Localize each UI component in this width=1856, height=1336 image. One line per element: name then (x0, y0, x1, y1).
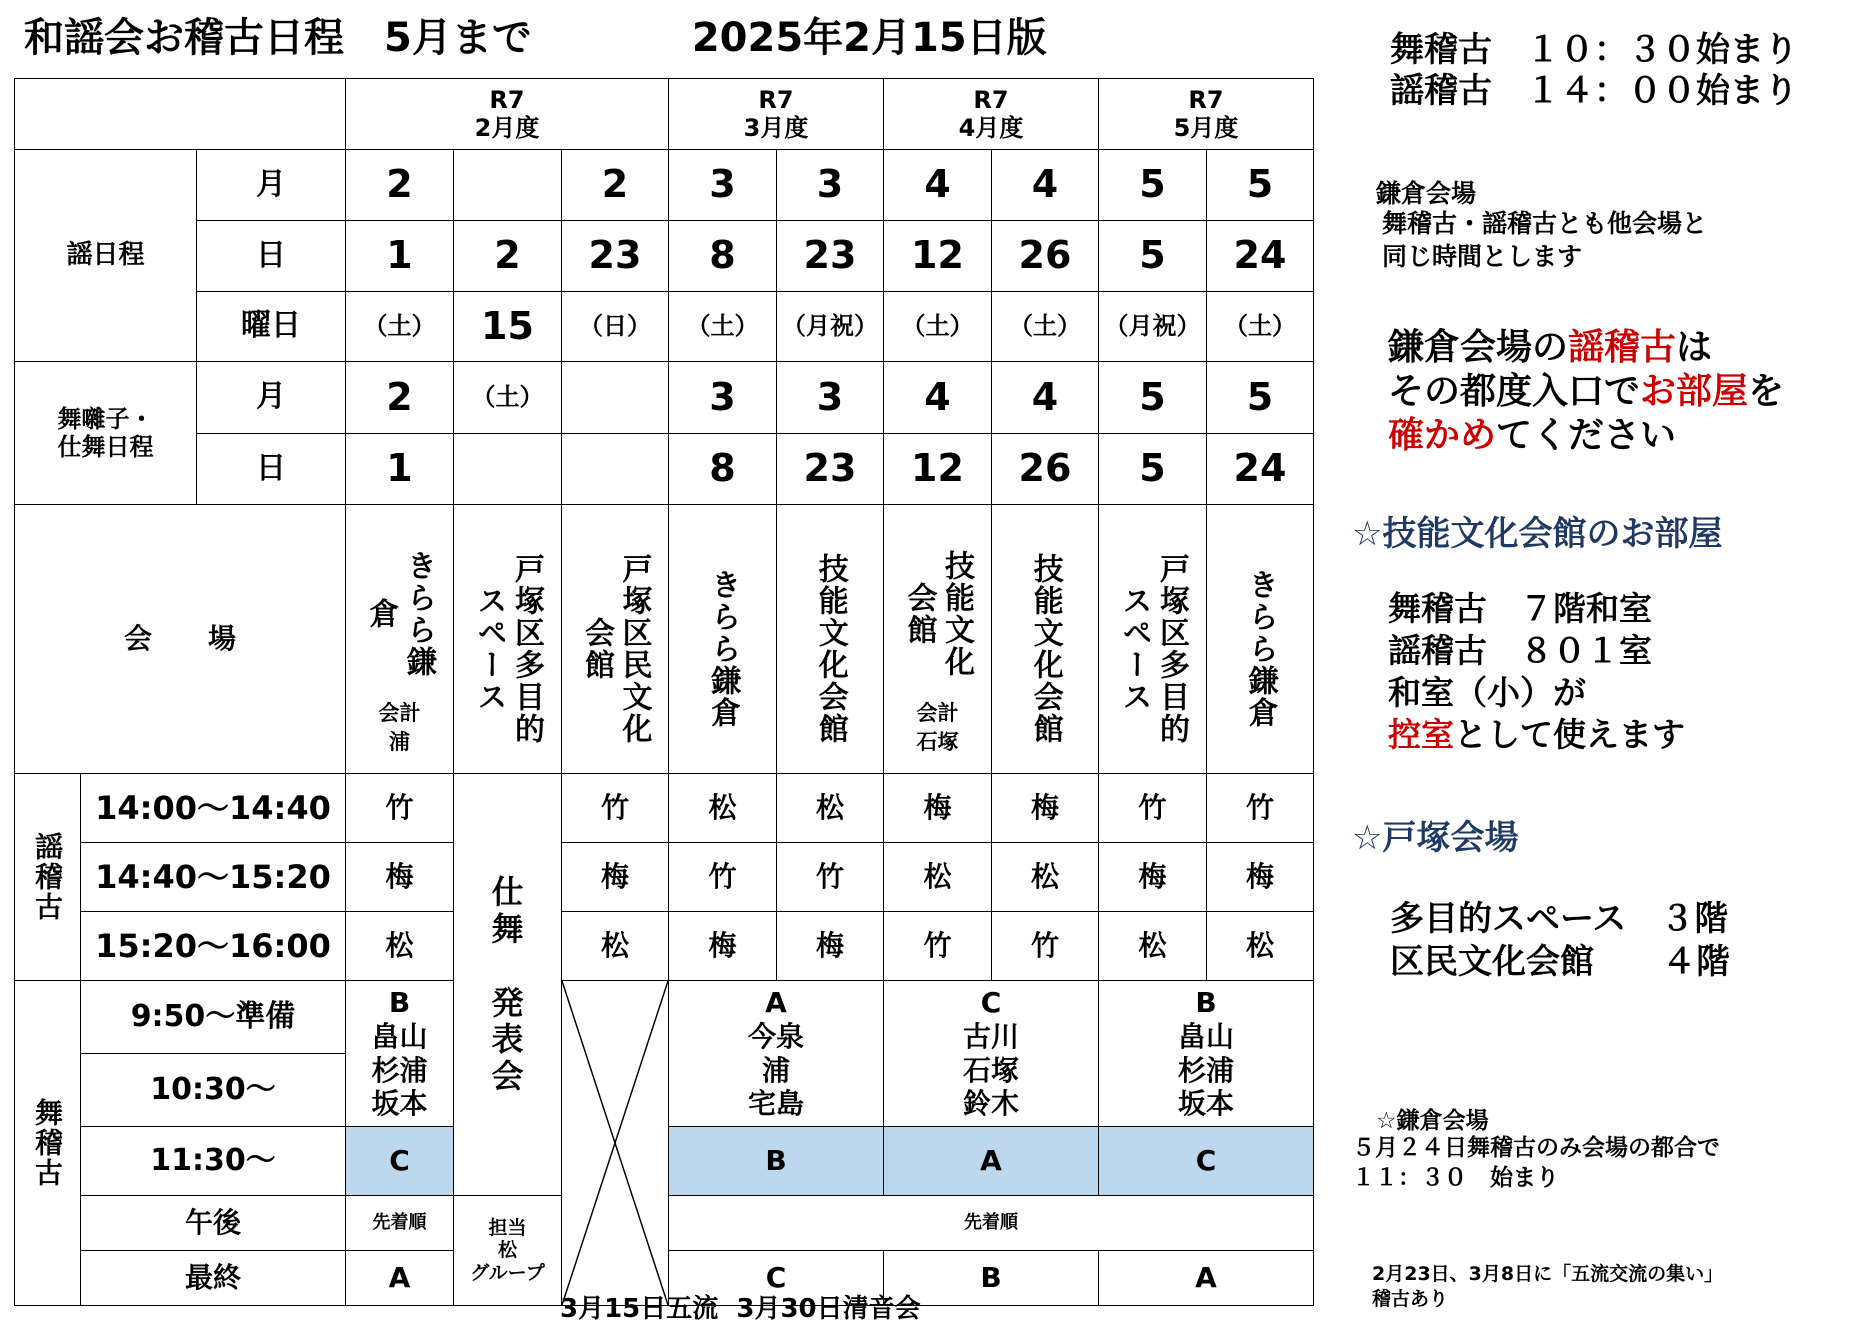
utai-grade-0-2: 松 (668, 773, 777, 843)
mai-time-3: 11:30～ (80, 1126, 346, 1196)
utai-month-7: 5 (1098, 149, 1207, 221)
utai-grade-2-4: 竹 (883, 911, 992, 981)
mai-day-5: 12 (883, 433, 992, 505)
utai-day-1: 2 (453, 220, 562, 292)
notice-red-room: お部屋 (1640, 370, 1749, 412)
utai-weekday-5: （土） (883, 291, 992, 362)
venue-name: 戸塚区民文化会館 (579, 553, 652, 745)
venue-5 (883, 504, 992, 774)
utai-month-4: 3 (776, 149, 884, 221)
utai-grade-1-1: 梅 (561, 842, 669, 912)
utai-day-7: 5 (1098, 220, 1207, 292)
utai-day-0: 1 (345, 220, 454, 292)
kamakura2-heading: ☆鎌倉会場 (1376, 1108, 1489, 1134)
mai-group-0: B 畠山 杉浦 坂本 (345, 980, 454, 1127)
header-blank (14, 78, 346, 150)
utai-month-1 (453, 149, 562, 221)
venue-3 (668, 504, 777, 774)
gino-text: 舞稽古 ７階和室 謡稽古 ８０１室 和室（小）が (1388, 589, 1652, 712)
utai-grade-2-7: 松 (1206, 911, 1314, 981)
utai-weekday-3: （土） (668, 291, 777, 362)
venue-name: 技能文化会館 (812, 553, 848, 745)
mai-month-7: 5 (1098, 361, 1207, 434)
venue-name: 技能文化会館 (1027, 553, 1063, 745)
mai-month-2 (561, 361, 669, 434)
label-weekday: 曜日 (196, 291, 346, 362)
mai-month-3: 3 (668, 361, 777, 434)
mai-day-6: 26 (991, 433, 1099, 505)
utai-day-3: 8 (668, 220, 777, 292)
utai-day-8: 24 (1206, 220, 1314, 292)
kamakura-heading: 鎌倉会場 (1376, 179, 1477, 208)
mai-month-8: 5 (1206, 361, 1314, 434)
venue-name: きらら鎌倉 (363, 550, 436, 678)
utai-weekday-2: （日） (561, 291, 669, 362)
notice-red-check: 確かめ (1388, 414, 1497, 456)
kamakura-body: 舞稽古・謡稽古とも他会場と 同じ時間とします (1382, 209, 1708, 271)
totsuka-body: 多目的スペース ３階 区民文化会館 ４階 (1390, 899, 1730, 983)
venue-0 (345, 504, 454, 774)
final-may: A (1098, 1250, 1314, 1306)
utai-grade-0-5: 梅 (991, 773, 1099, 843)
mai-group-3: B 畠山 杉浦 坂本 (1098, 980, 1314, 1127)
utai-grade-1-6: 梅 (1098, 842, 1207, 912)
mai-day-3: 8 (668, 433, 777, 505)
utai-month-8: 5 (1206, 149, 1314, 221)
utai-month-3: 3 (668, 149, 777, 221)
mai-month-6: 4 (991, 361, 1099, 434)
kamakura2-body: ５月２４日舞稽古のみ会場の都合で １１：３０ 始まり (1352, 1135, 1720, 1191)
utai-month-2: 2 (561, 149, 669, 221)
utai-grade-2-2: 梅 (668, 911, 777, 981)
notice-text: は その都度入口で (1388, 327, 1713, 412)
mai-day-7: 5 (1098, 433, 1207, 505)
utai-grade-0-0: 竹 (345, 773, 454, 843)
utai-month-0: 2 (345, 149, 454, 221)
utai-day-4: 23 (776, 220, 884, 292)
venue-name: 技能文化会館 (901, 550, 974, 678)
gino-red-waiting: 控室 (1388, 714, 1454, 754)
label-utai-keiko: 謡稽古 (14, 773, 81, 981)
utai-time-2: 15:20～16:00 (80, 911, 346, 981)
label-mai-keiko: 舞稽古 (14, 980, 81, 1306)
utai-time-1: 14:40～15:20 (80, 842, 346, 912)
final-apr: B (883, 1250, 1099, 1306)
utai-weekday-0: （土） (345, 291, 454, 362)
final-feb: A (345, 1250, 454, 1306)
header-may: R7 5月度 (1098, 78, 1314, 150)
mai-late-2: A (883, 1126, 1099, 1196)
utai-day-2: 23 (561, 220, 669, 292)
notice-text: を (1748, 370, 1785, 412)
utai-grade-1-7: 梅 (1206, 842, 1314, 912)
label-mai-day: 日 (196, 433, 346, 505)
mai-month-1: （土） (453, 361, 562, 434)
final-mar: C (668, 1250, 884, 1306)
mai-month-0: 2 (345, 361, 454, 434)
venue-name: 戸塚区多目的スペース (471, 553, 544, 745)
venue-treasurer-note: 会計 浦 (378, 701, 421, 755)
label-month: 月 (196, 149, 346, 221)
notice-text: 鎌倉会場の (1388, 327, 1569, 368)
mai-late-3: C (1098, 1126, 1314, 1196)
utai-grade-2-1: 松 (561, 911, 669, 981)
utai-weekday-8: （土） (1206, 291, 1314, 362)
utai-grade-1-0: 梅 (345, 842, 454, 912)
utai-time-0: 14:00～14:40 (80, 773, 346, 843)
venue-name: きらら鎌倉 (705, 569, 741, 729)
page-title: 和謡会お稽古日程 5月まで 2025年2月15日版 (24, 15, 1047, 61)
utai-weekday-1: 15 (453, 291, 562, 362)
venue-1 (453, 504, 562, 774)
mai-day-8: 24 (1206, 433, 1314, 505)
utai-grade-0-7: 竹 (1206, 773, 1314, 843)
utai-grade-0-6: 竹 (1098, 773, 1207, 843)
utai-grade-1-4: 松 (883, 842, 992, 912)
mai-month-5: 4 (883, 361, 992, 434)
mai-time-1: 9:50～準備 (80, 980, 346, 1054)
mai-late-0: C (345, 1126, 454, 1196)
header-mar: R7 3月度 (668, 78, 884, 150)
mai-time-2: 10:30～ (80, 1053, 346, 1127)
utai-grade-2-0: 松 (345, 911, 454, 981)
venue-name: きらら鎌倉 (1242, 569, 1278, 729)
afternoon-charge: 担当 松 グループ (453, 1195, 562, 1306)
utai-grade-1-2: 竹 (668, 842, 777, 912)
utai-grade-1-5: 松 (991, 842, 1099, 912)
gino-text: として使えます (1454, 714, 1685, 754)
mai-group-1: A 今泉 浦 宅島 (668, 980, 884, 1127)
utai-grade-0-1: 竹 (561, 773, 669, 843)
afternoon-first: 先着順 (345, 1195, 454, 1251)
mai-group-2: C 古川 石塚 鈴木 (883, 980, 1099, 1127)
utai-month-5: 4 (883, 149, 992, 221)
venue-2 (561, 504, 669, 774)
venue-6 (991, 504, 1099, 774)
utai-weekday-4: （月祝） (776, 291, 884, 362)
label-utai-schedule: 謡日程 (14, 149, 197, 362)
utai-grade-1-3: 竹 (776, 842, 884, 912)
shimai-happyokai: 仕 舞 発 表 会 (453, 773, 562, 1196)
utai-month-6: 4 (991, 149, 1099, 221)
venue-7 (1098, 504, 1207, 774)
utai-grade-0-3: 松 (776, 773, 884, 843)
mai-day-0: 1 (345, 433, 454, 505)
label-mai-schedule: 舞囃子・ 仕舞日程 (14, 361, 197, 505)
mai-keiko-none-cell (561, 980, 669, 1306)
venue-4 (776, 504, 884, 774)
totsuka-heading: ☆戸塚会場 (1352, 818, 1519, 858)
utai-weekday-7: （月祝） (1098, 291, 1207, 362)
mai-day-2 (561, 433, 669, 505)
goryu-note: 2月23日、3月8日に「五流交流の集い」 稽古あり (1372, 1263, 1724, 1310)
mai-month-4: 3 (776, 361, 884, 434)
gino-body (1388, 588, 1685, 756)
label-mai-month: 月 (196, 361, 346, 434)
label-afternoon: 午後 (80, 1195, 346, 1251)
notice-red-utai: 謡稽古 (1568, 327, 1677, 368)
utai-grade-2-6: 松 (1098, 911, 1207, 981)
label-final: 最終 (80, 1250, 346, 1306)
venue-treasurer-note: 会計 石塚 (916, 701, 959, 755)
label-venue: 会 場 (14, 504, 346, 774)
mai-late-1: B (668, 1126, 884, 1196)
mai-day-4: 23 (776, 433, 884, 505)
utai-grade-0-4: 梅 (883, 773, 992, 843)
utai-grade-2-5: 竹 (991, 911, 1099, 981)
start-times: 舞稽古 １０：３０始まり 謡稽古 １４：００始まり (1390, 30, 1798, 112)
gino-heading: ☆技能文化会館のお部屋 (1352, 514, 1723, 554)
kamakura-notice (1388, 326, 1784, 458)
venue-8 (1206, 504, 1314, 774)
afternoon-rest: 先着順 (668, 1195, 1314, 1251)
label-day: 日 (196, 220, 346, 292)
utai-weekday-6: （土） (991, 291, 1099, 362)
venue-name: 戸塚区多目的スペース (1116, 553, 1189, 745)
notice-text: てください (1496, 414, 1677, 456)
header-apr: R7 4月度 (883, 78, 1099, 150)
utai-grade-2-3: 梅 (776, 911, 884, 981)
mai-day-1 (453, 433, 562, 505)
utai-day-5: 12 (883, 220, 992, 292)
footer-note: 3月15日五流 3月30日清音会 (560, 1294, 921, 1324)
header-feb: R7 2月度 (345, 78, 669, 150)
utai-day-6: 26 (991, 220, 1099, 292)
